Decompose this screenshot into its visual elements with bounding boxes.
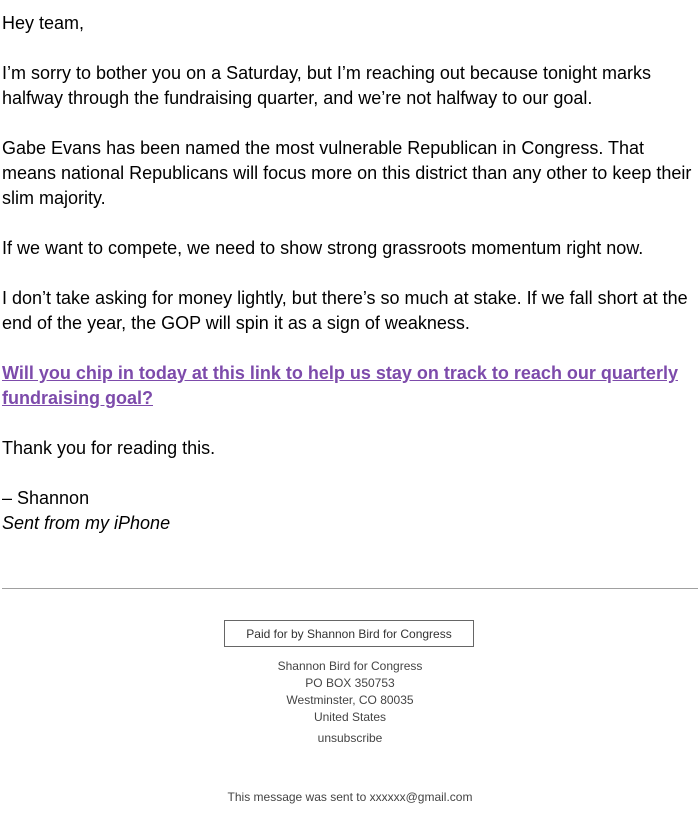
address-line-country: United States <box>313 710 387 724</box>
cta-paragraph <box>2 361 698 411</box>
mailing-address <box>0 658 700 726</box>
signature-device: Sent from my iPhone <box>2 513 171 533</box>
donate-link[interactable]: Will you chip in today at this link to help us stay on track to reach our quarterly fundraising goal? <box>2 363 678 408</box>
address-line-city: Westminster, CO 80035 <box>286 693 414 707</box>
unsubscribe-link[interactable] <box>0 731 700 745</box>
address-line-pobox: PO BOX 350753 <box>305 676 395 690</box>
unsubscribe-text[interactable]: unsubscribe <box>317 731 383 745</box>
footer-divider <box>2 588 698 589</box>
paragraph-stakes: I don’t take asking for money lightly, but there’s so much at stake. If we fall short at the end of the year, the GOP will spin it as a sign of weakness. <box>2 288 688 333</box>
paragraph-intro: I’m sorry to bother you on a Saturday, but I’m reaching out because tonight marks halfway through the fundraising quarter, and we’re not halfway to our goal. <box>2 63 652 108</box>
paid-for-disclaimer <box>224 620 474 647</box>
greeting: Hey team, <box>2 13 85 33</box>
paragraph-vulnerable: Gabe Evans has been named the most vulnerable Republican in Congress. That means national Republicans will focus more on this district than any other to keep their slim majority. <box>2 138 692 208</box>
paid-for-text: Paid for by Shannon Bird for Congress <box>246 626 452 641</box>
email-body <box>2 11 698 536</box>
thanks-line: Thank you for reading this. <box>2 438 216 458</box>
signature-name: – Shannon <box>2 488 90 508</box>
paragraph-compete: If we want to compete, we need to show strong grassroots momentum right now. <box>2 238 644 258</box>
address-line-org: Shannon Bird for Congress <box>277 659 423 673</box>
sent-to-notice: This message was sent to xxxxxx@gmail.com <box>227 790 473 804</box>
